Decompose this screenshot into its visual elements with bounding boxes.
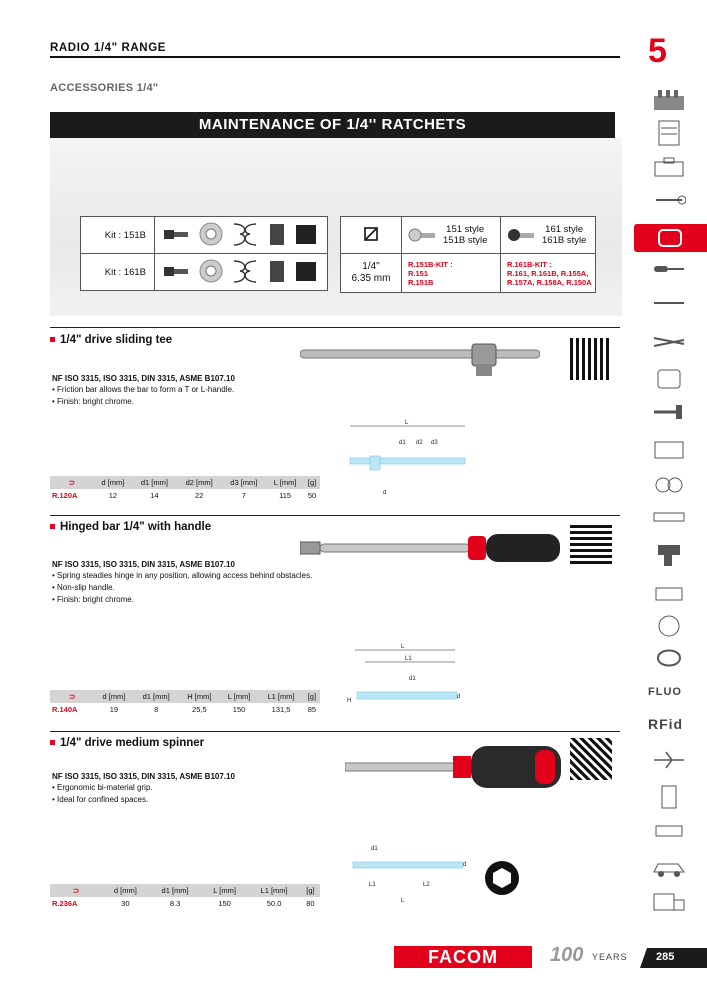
tool-cabinet-icon[interactable] (652, 120, 686, 146)
lanyard-icon[interactable] (652, 646, 686, 672)
feature-item: • Finish: bright chrome. (52, 595, 134, 604)
cell: 12 (108, 491, 118, 500)
dim-L2: L2 (423, 882, 430, 888)
hinged-bar-image (300, 530, 562, 566)
hammer-icon[interactable] (652, 402, 686, 428)
col-header: L [mm] (220, 690, 259, 703)
col-header: d [mm] (94, 690, 133, 703)
active-category-tab[interactable] (634, 224, 707, 252)
style-151-header (402, 217, 501, 254)
dim-d: d (383, 490, 387, 496)
product-data-table (50, 476, 320, 502)
col-header: [g] (304, 690, 320, 703)
hinged-bar-diagram (345, 640, 465, 715)
col2-refs (501, 254, 596, 293)
centenary-mark: 100 (550, 944, 584, 966)
kit-parts-images (155, 254, 328, 291)
kit-row (81, 254, 328, 291)
dim-d: d (457, 694, 461, 700)
ref-line: R.151B (408, 277, 434, 287)
product-ref[interactable]: R.236A (52, 899, 78, 908)
bullet-square (50, 524, 55, 529)
fluo-label[interactable]: FLUO (648, 686, 682, 698)
drive-size: 1/4" (362, 261, 380, 272)
product-title (50, 521, 211, 533)
style-161b-label: 161B style (542, 235, 587, 246)
qr-code (570, 522, 612, 564)
cell: 150 (232, 705, 246, 714)
cell: 50.0 (266, 899, 282, 908)
ref-column-header: ⊃ (50, 884, 102, 897)
section-divider (50, 731, 620, 732)
saw-icon[interactable] (652, 438, 686, 464)
pliers-icon[interactable] (652, 332, 686, 358)
qr-code (570, 738, 612, 780)
cutter-icon[interactable] (652, 474, 686, 500)
ratchet-161-icon (506, 226, 536, 244)
cell: 115 (279, 491, 292, 500)
impact-gun-icon[interactable] (652, 542, 686, 568)
table-row (50, 703, 320, 716)
section-header: RADIO 1/4" RANGE (50, 42, 167, 54)
cell: 25,5 (192, 705, 207, 714)
cell: 85 (307, 705, 317, 714)
spinner-diagram (345, 842, 475, 907)
feature-item: • Ergonomic bi-material grip. (52, 783, 153, 792)
features (52, 782, 153, 806)
kit-parts-images (155, 217, 328, 254)
aircraft-icon[interactable] (652, 748, 686, 774)
drive-mm: 6.35 mm (351, 273, 391, 284)
cell: 22 (194, 491, 204, 500)
col1-refs (402, 254, 501, 293)
tool-set-icon[interactable] (652, 88, 686, 114)
section-divider (50, 327, 620, 328)
years-text: YEARS (592, 952, 628, 962)
cell: 8 (154, 705, 159, 714)
dim-L1: L1 (405, 656, 412, 662)
dim-d1: d1 (409, 676, 416, 682)
cell: 80 (306, 899, 315, 908)
style-161-header (501, 217, 596, 254)
safety-icon[interactable] (652, 612, 686, 638)
wrench-icon[interactable] (652, 192, 686, 218)
truck-icon[interactable] (652, 890, 686, 916)
table-row (50, 897, 320, 910)
ref-line: R.157A, R.158A, R.150A (507, 277, 592, 287)
dim-d1: d1 (399, 440, 406, 446)
ref-line: R.151 (408, 268, 429, 278)
rfid-label[interactable]: RFid (648, 716, 684, 732)
norms: NF ISO 3315, ISO 3315, DIN 3315, ASME B107.10 (52, 772, 235, 781)
style-151-label: 151 style (446, 224, 485, 235)
subsection-header: ACCESSORIES 1/4" (50, 82, 159, 94)
ref-line: R.161B-KIT : (507, 259, 552, 269)
kit-label: Kit : 151B (81, 217, 155, 254)
drive-size-cell (341, 254, 402, 293)
product-data-table (50, 690, 320, 716)
dim-d: d (463, 862, 467, 868)
electrical-icon[interactable] (652, 784, 686, 810)
ref-column-header: ⊃ (50, 476, 94, 489)
cell: 19 (109, 705, 119, 714)
screwdriver-icon[interactable] (652, 262, 686, 288)
cell: 150 (218, 899, 231, 908)
col-header: d1 [mm] (133, 690, 178, 703)
product-title-text: 1/4" drive sliding tee (60, 334, 173, 346)
cell: 7 (241, 491, 246, 500)
banner-title: MAINTENANCE OF 1/4'' RATCHETS (198, 116, 467, 133)
torque-icon[interactable] (652, 822, 686, 848)
bullet-square (50, 740, 55, 745)
qr-code (570, 338, 612, 380)
product-title (50, 334, 172, 346)
features (52, 384, 234, 408)
dim-L: L (401, 644, 405, 650)
col-header: H [mm] (179, 690, 220, 703)
header-rule (50, 56, 620, 58)
cell: 50 (307, 491, 317, 500)
feature-item: • Spring steadies hinge in any position, allowing access behind obstacles. (52, 571, 313, 580)
col-header: d1 [mm] (148, 884, 202, 897)
cell: 30 (121, 899, 130, 908)
style-161-label: 161 style (545, 224, 584, 235)
kit-row (81, 217, 328, 254)
kit-parts-icon (156, 219, 324, 249)
spinner-image (345, 742, 565, 792)
product-title (50, 737, 204, 749)
dim-d1: d1 (371, 846, 378, 852)
hex-drive-icon (484, 860, 520, 896)
feature-item: • Finish: bright chrome. (52, 397, 134, 406)
product-ref[interactable]: R.120A (52, 491, 78, 500)
vise-icon[interactable] (652, 578, 686, 604)
product-data-table (50, 884, 320, 910)
cell: 131,5 (271, 705, 291, 714)
feature-item: • Friction bar allows the bar to form a T or L-handle. (52, 385, 235, 394)
dim-H: H (347, 698, 352, 704)
col-header: L [mm] (266, 476, 304, 489)
table-row (50, 489, 320, 502)
tape-measure-icon[interactable] (652, 366, 686, 392)
ratchet-151-icon (407, 226, 437, 244)
ref-line: R.161, R.161B, R.155A, (507, 268, 589, 278)
bullet-square (50, 337, 55, 342)
col-header: [g] (301, 884, 320, 897)
norms: NF ISO 3315, ISO 3315, DIN 3315, ASME B107.10 (52, 374, 235, 383)
feature-item: • Non-slip handle. (52, 583, 115, 592)
bit-icon[interactable] (652, 296, 686, 322)
product-ref[interactable]: R.140A (52, 705, 78, 714)
square-drive-icon (341, 217, 402, 254)
kit-parts-icon (156, 256, 324, 286)
kit-label: Kit : 161B (81, 254, 155, 291)
section-divider (50, 515, 620, 516)
norms: NF ISO 3315, ISO 3315, DIN 3315, ASME B107.10 (52, 560, 235, 569)
col-header: L1 [mm] (258, 690, 303, 703)
col-header: [g] (304, 476, 320, 489)
socket-strip-icon[interactable] (652, 510, 686, 536)
sliding-tee-diagram (345, 418, 475, 498)
product-title-text: 1/4" drive medium spinner (60, 737, 205, 749)
dim-d3: d3 (431, 440, 438, 446)
cell: 8.3 (169, 899, 181, 908)
tool-box-icon[interactable] (652, 156, 686, 182)
col-header: L [mm] (202, 884, 247, 897)
dim-L1: L1 (369, 882, 376, 888)
product-title-text: Hinged bar 1/4" with handle (60, 521, 212, 533)
ratchet-reference-table (340, 216, 596, 293)
feature-item: • Ideal for confined spaces. (52, 795, 149, 804)
dim-L: L (405, 420, 409, 426)
page-number: 285 (656, 951, 675, 963)
kit-table (80, 216, 328, 291)
chapter-number: 5 (648, 32, 667, 70)
brand-name: FACOM (428, 947, 498, 967)
col-header: d [mm] (102, 884, 148, 897)
col-header: d2 [mm] (177, 476, 222, 489)
col-header: d [mm] (94, 476, 132, 489)
dim-L: L (401, 898, 405, 904)
ref-line: R.151B-KIT : (408, 259, 453, 269)
features (52, 570, 312, 606)
dim-d2: d2 (416, 440, 423, 446)
ref-column-header: ⊃ (50, 690, 94, 703)
sliding-tee-image (300, 340, 540, 380)
col-header: d1 [mm] (132, 476, 177, 489)
col-header: d3 [mm] (221, 476, 266, 489)
col-header: L1 [mm] (247, 884, 301, 897)
car-icon[interactable] (652, 856, 686, 882)
style-151b-label: 151B style (443, 235, 488, 246)
cell: 14 (150, 491, 159, 500)
